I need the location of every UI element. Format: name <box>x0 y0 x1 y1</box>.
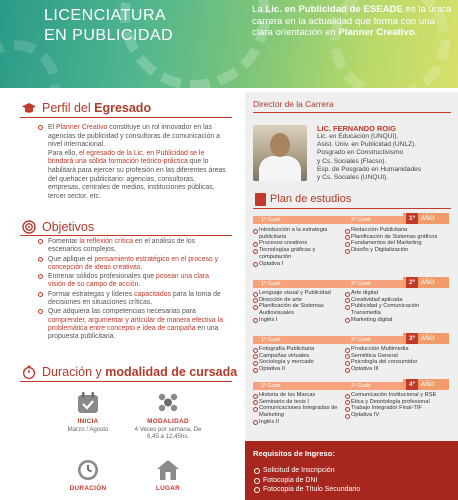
lugar-label: LUGAR <box>155 485 181 492</box>
year-4-badge: 4º AÑO <box>403 379 449 390</box>
target-icon <box>22 220 36 234</box>
subject-item: Trabajo Integrador Final-TIF <box>345 405 445 412</box>
subject-item: Arte digital <box>345 290 445 297</box>
inicia-block <box>48 391 128 433</box>
subject-item: Campañas virtuales <box>253 353 345 360</box>
year-1-band: 1º Cuatr. 2º Cuatr. <box>253 216 448 224</box>
year-3-band: 1º Cuatr. 2º Cuatr. <box>253 336 448 344</box>
year-1-cuat-2-subjects <box>345 227 445 254</box>
subject-item: Comunicaciones Integradas de Marketing <box>253 405 345 418</box>
subject-item: Optativa IV <box>345 412 445 419</box>
bullet-icon <box>38 257 43 262</box>
director-name: LIC. FERNANDO ROIG <box>317 124 396 133</box>
subject-item: Ética y Deontología profesional <box>345 399 445 406</box>
year-1-cuat-1-subjects <box>253 227 345 267</box>
subject-item: Diseño y Digitalización <box>345 247 445 254</box>
perfil-paragraph-1: El Planner Creativo constituye un rol innovador en las agencias de publicidad y consultoras de comunicación a nivel internacional. <box>48 124 226 150</box>
header-banner <box>0 0 458 88</box>
subject-item: Producción Multimedia <box>345 346 445 353</box>
requisitos-title: Requisitos de Ingreso: <box>253 449 335 458</box>
stopwatch-icon <box>22 365 36 379</box>
list-item: Fomentar la reflexión crítica en el análisis de los escenarios complejos. <box>48 238 226 255</box>
subject-item: Inglés II <box>253 419 345 426</box>
year-2-badge: 2º AÑO <box>403 277 449 288</box>
year-4-cuat-2-subjects <box>345 392 445 419</box>
modalidad-block <box>128 391 208 441</box>
subject-item: Publicidad y Comunicación Transmedia <box>345 303 445 316</box>
director-heading: Director de la Carrera <box>253 99 334 109</box>
duracion-title: Duración y modalidad de cursada <box>42 365 238 379</box>
subject-item: Planificación de Sistemas gráficos <box>345 234 445 241</box>
subject-item: Marketing digital <box>345 317 445 324</box>
bullet-icon <box>38 309 43 314</box>
objetivos-title: Objetivos <box>42 220 95 234</box>
subject-item: Comunicación Institucional y RSE <box>345 392 445 399</box>
subject-item: Procesos creativos <box>253 240 345 247</box>
program-title <box>44 6 194 46</box>
subject-item: Fundamentos del Marketing <box>345 240 445 247</box>
home-icon <box>156 458 180 482</box>
year-1-badge: 1º AÑO <box>403 213 449 224</box>
objetivos-list <box>48 238 226 343</box>
year-3-cuat-2-subjects <box>345 346 445 373</box>
bullet-icon <box>38 292 43 297</box>
year-2-band: 1º Cuatr. 2º Cuatr. <box>253 280 448 288</box>
bullet-icon <box>38 274 43 279</box>
director-bio: Lic. en Educación (UNQUI). Asist. Univ. en Publicidad (UNLZ). Posgrado en Constructivismo y Cs. Sociales (Flacso). Esp. de Posgrado en Humanidades y Cs. Sociales (UNQUI). <box>317 133 422 182</box>
list-item: Fotocopia de Título Secundario <box>263 486 361 494</box>
subject-item: Sociología y mercado <box>253 359 345 366</box>
subject-item: Psicología del consumidor <box>345 359 445 366</box>
perfil-text <box>48 124 226 201</box>
year-2-cuat-1-subjects <box>253 290 345 324</box>
duracion-block <box>48 458 128 492</box>
lugar-block <box>128 458 208 492</box>
perfil-title: Perfil del Egresado <box>42 101 152 115</box>
year-4-band: 1º Cuatr. 2º Cuatr. <box>253 382 448 390</box>
requisitos-list <box>263 466 360 495</box>
subject-item: Redacción Publicitaria <box>345 227 445 234</box>
list-item: Formar estrategas y líderes capacitados para la toma de decisiones en situaciones críticas. <box>48 291 226 308</box>
subject-item: Introducción a la estrategia publicitaria <box>253 227 345 240</box>
year-3-badge: 3º AÑO <box>403 333 449 344</box>
subject-item: Dirección de arte <box>253 297 345 304</box>
subject-item: Semiótica General <box>345 353 445 360</box>
title-line-2: EN PUBLICIDAD <box>44 27 174 44</box>
year-3-cuat-1-subjects <box>253 346 345 373</box>
subject-item: Creatividad aplicada <box>345 297 445 304</box>
subject-item: Fotografía Publicitaria <box>253 346 345 353</box>
title-line-1: LICENCIATURA <box>44 7 167 24</box>
header-tagline: La Lic. en Publicidad de ESEADE es la única carrera en la actualidad que forma con una clara orientación en Planner Creativo. <box>252 4 452 38</box>
subject-item: Planificación de Sistemas Audiovisuales <box>253 303 345 316</box>
subject-item: Optativa II <box>253 366 345 373</box>
subject-item: Optativa I <box>253 261 345 268</box>
bullet-icon <box>38 239 43 244</box>
list-item: Entrenar sólidos profesionales que posean una clara visión de su campo de acción. <box>48 273 226 290</box>
document-icon <box>255 193 266 206</box>
list-item: Solicitud de Inscripción <box>263 466 360 476</box>
bullet-icon <box>38 125 43 130</box>
subject-item: Inglés I <box>253 317 345 324</box>
year-2-cuat-2-subjects <box>345 290 445 324</box>
plan-title: Plan de estudios <box>270 193 352 205</box>
inicia-label: INICIA <box>77 418 99 425</box>
list-item: Fotocopia de DNI <box>263 476 360 486</box>
modalidad-value: 4 Veces por semana, De 8,45 a 12,45hs. <box>134 426 202 441</box>
graduation-cap-icon <box>22 101 36 115</box>
perfil-paragraph-2: Para ello, el egresado de la Lic. en Publicidad se le brindará una sólida formación teórico-práctica que lo habilitará para ejercer su profesión en las diferentes áreas del quehacer publicitario: agencias, consultoras, empresas, centrales de medios, instituciones públicas, tercer sector, etc. <box>48 149 226 200</box>
duracion-label: DURACIÓN <box>69 485 107 492</box>
subject-item: Lenguaje visual y Publicidad <box>253 290 345 297</box>
list-item: Que aplique el pensamiento estratégico en el proceso y concepción de ideas creativas. <box>48 256 226 273</box>
section-divider <box>20 381 232 382</box>
list-item: Que adquiera las competencias necesarias para comprender, argumentar y articular de manera efectiva la problemática entre concepto e idea de campaña en una propuesta publicitaria. <box>48 308 226 341</box>
year-4-cuat-1-subjects <box>253 392 345 426</box>
subject-item: Historia de las Marcas <box>253 392 345 399</box>
subject-item: Tecnologías gráficas y computación <box>253 247 345 260</box>
modalidad-label: MODALIDAD <box>147 418 189 425</box>
group-icon <box>156 391 180 415</box>
subject-item: Optativa III <box>345 366 445 373</box>
subject-item: Seminario de tesis I <box>253 399 345 406</box>
section-divider <box>20 117 232 118</box>
director-photo <box>253 125 307 181</box>
calendar-icon <box>76 391 100 415</box>
section-divider <box>253 112 451 113</box>
clock-icon <box>76 458 100 482</box>
section-divider <box>20 235 232 236</box>
inicia-value: Marzo / Agosto <box>67 426 109 433</box>
gear-decoration <box>0 40 60 88</box>
section-divider <box>253 208 451 209</box>
